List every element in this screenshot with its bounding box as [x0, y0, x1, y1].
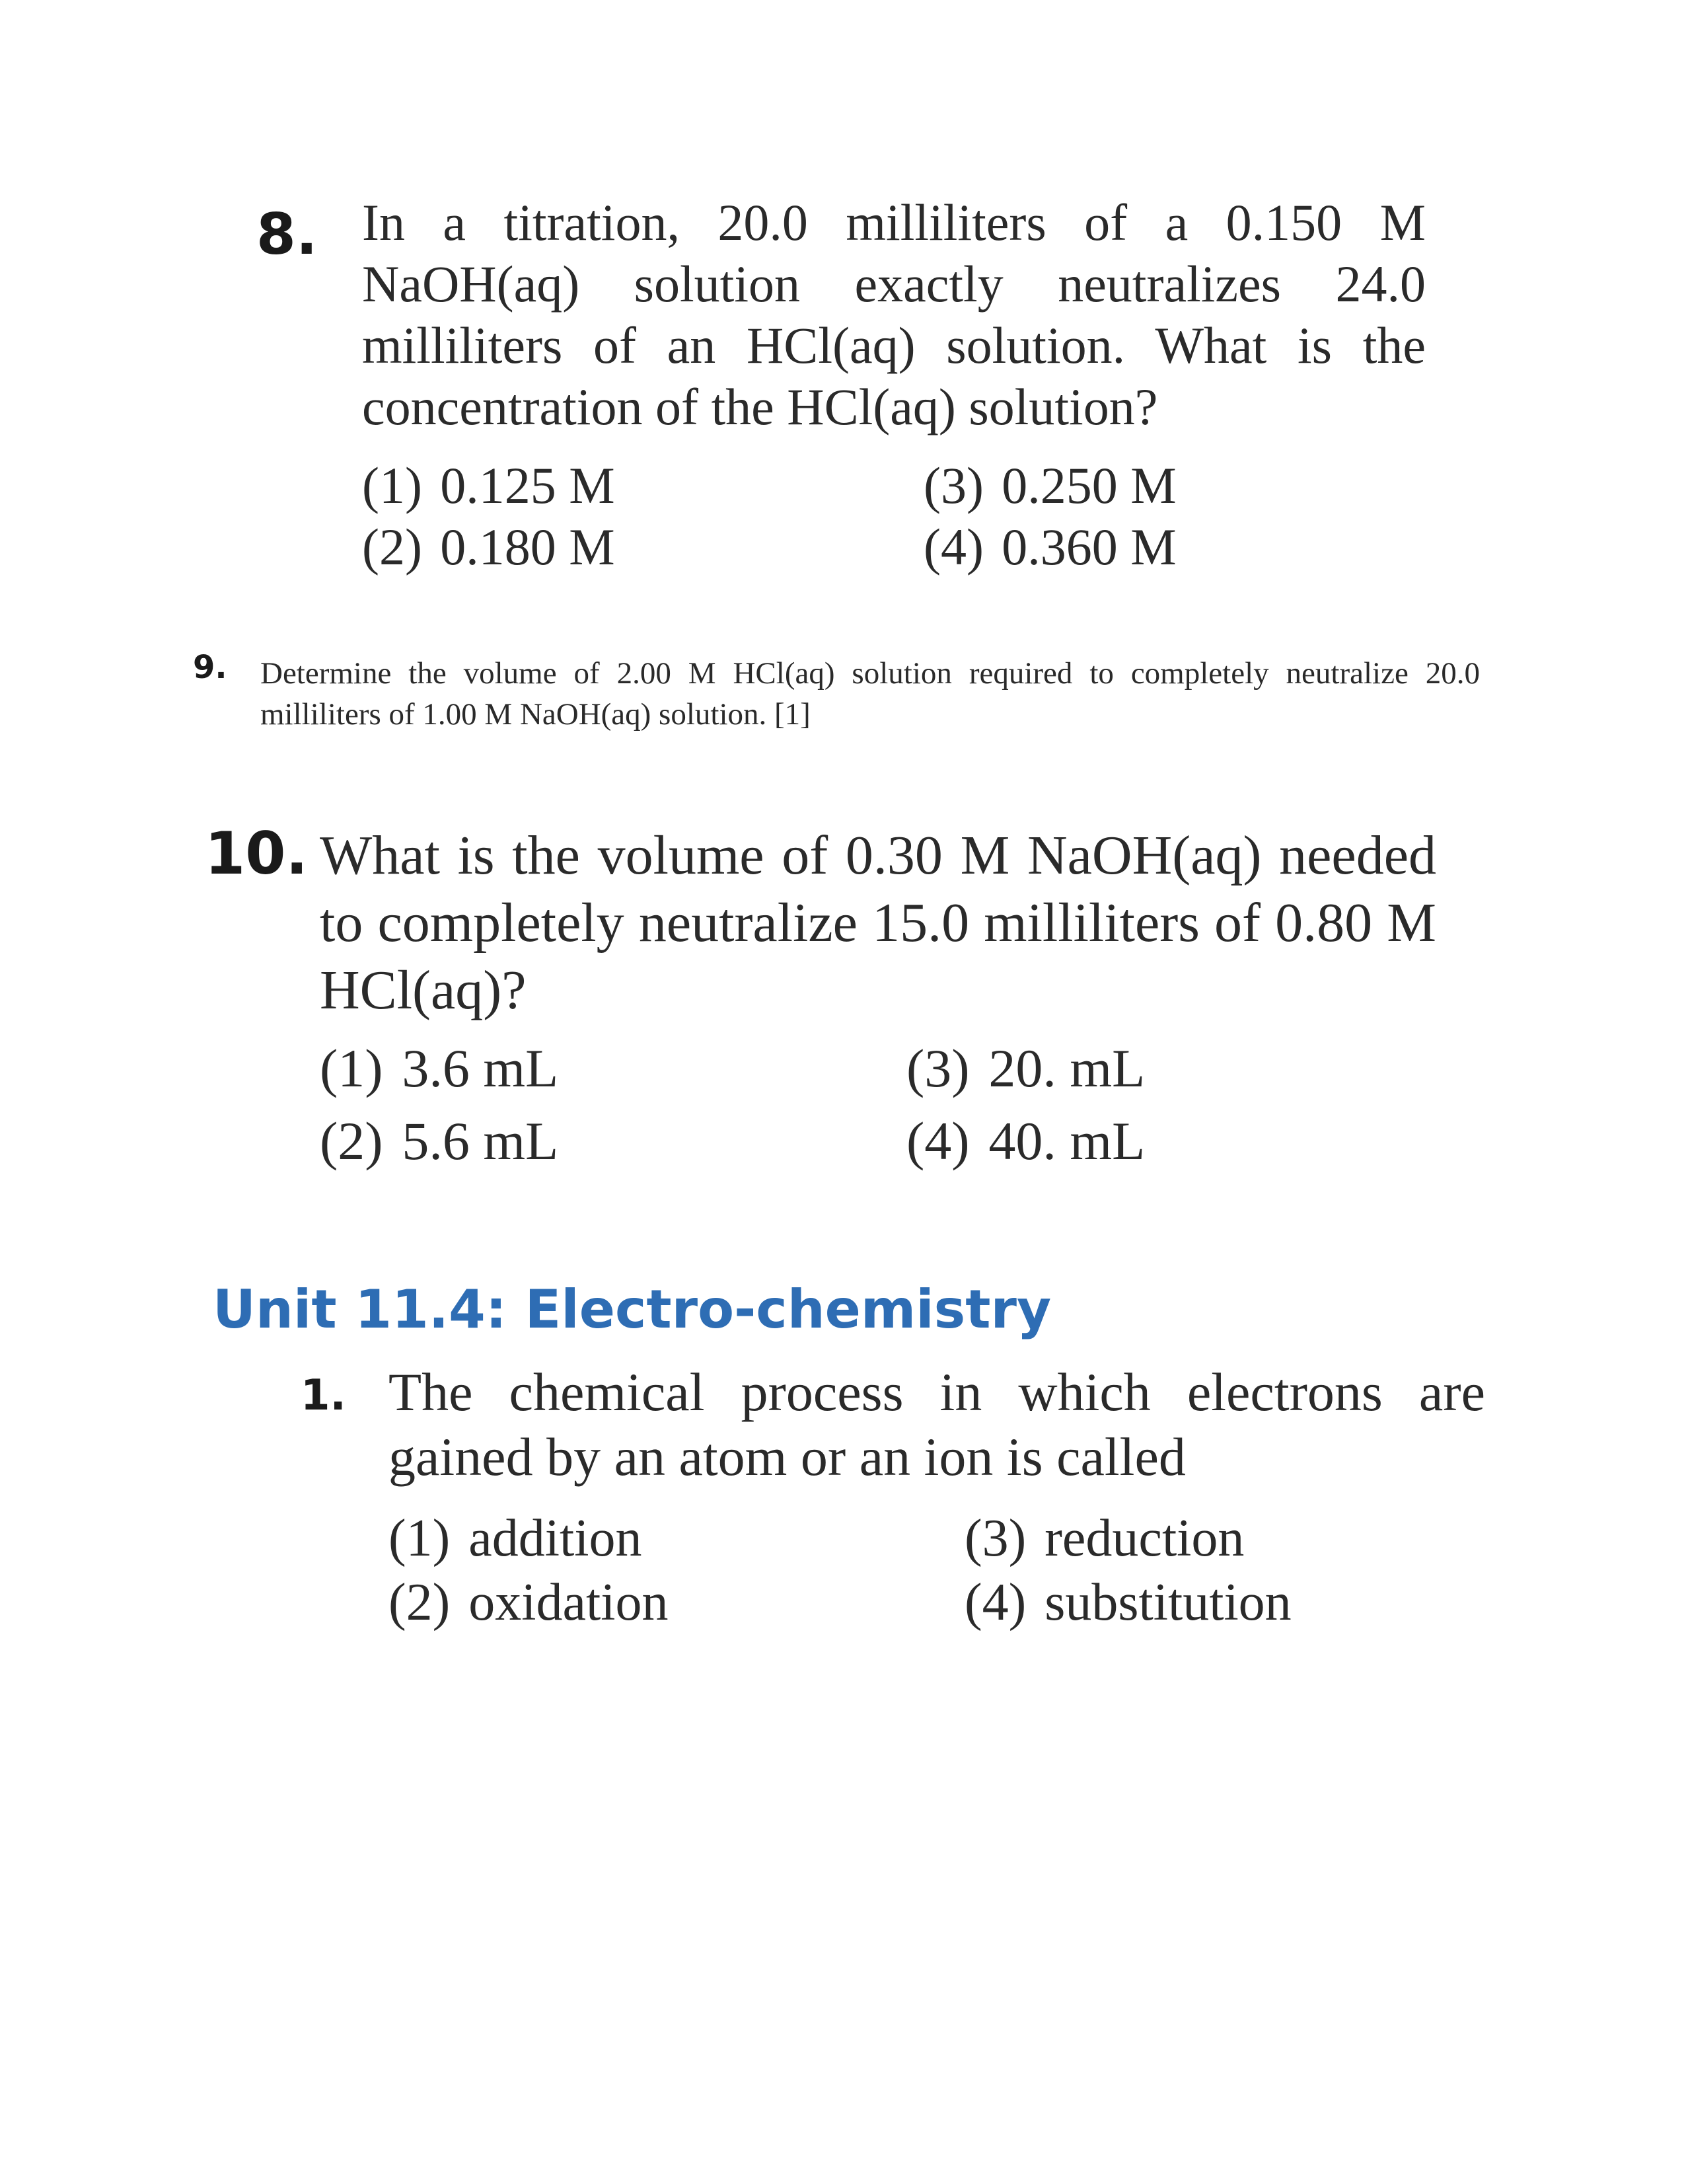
option-label: (3) [924, 457, 984, 514]
question-8-option-1 [362, 456, 615, 515]
option-label: (1) [362, 457, 422, 514]
question-9-text: Determine the volume of 2.00 M HCl(aq) solution required to completely neutralize 20.0 milliliters of 1.00 M NaOH(aq) solution. [1] [260, 656, 1480, 732]
question-9-number: 9. [193, 649, 227, 686]
question-10-option-1 [320, 1037, 558, 1100]
option-label: (4) [965, 1573, 1027, 1632]
unit-question-1-text: The chemical process in which electrons are gained by an atom or an ion is called [388, 1362, 1485, 1487]
question-10-number: 10. [205, 819, 308, 887]
option-label: (1) [320, 1038, 383, 1098]
option-label: (4) [906, 1111, 970, 1171]
question-10-option-4 [906, 1110, 1145, 1172]
question-8-option-3 [924, 456, 1177, 515]
option-text: 5.6 mL [402, 1111, 559, 1171]
unit-question-1-option-1 [388, 1509, 641, 1569]
question-8-option-4 [924, 517, 1177, 577]
option-label: (4) [924, 518, 984, 576]
option-text: oxidation [468, 1573, 669, 1632]
option-text: addition [468, 1509, 642, 1567]
option-label: (2) [320, 1111, 383, 1171]
unit-question-1-option-4 [965, 1573, 1292, 1633]
unit-question-1-option-2 [388, 1573, 668, 1633]
option-label: (2) [362, 518, 422, 576]
option-label: (1) [388, 1509, 451, 1567]
option-label: (3) [906, 1038, 970, 1098]
question-10-option-2 [320, 1110, 558, 1172]
question-8-number: 8. [256, 202, 318, 268]
question-8-text: In a titration, 20.0 milliliters of a 0.150 M NaOH(aq) solution exactly neutralizes 24.0 milliliters of an HCl(aq) solution. What is the concentration of the HCl(aq) solution? [362, 194, 1426, 435]
option-text: substitution [1045, 1573, 1292, 1632]
option-text: 0.125 M [440, 457, 615, 514]
unit-heading: Unit 11.4: Electro-chemistry [213, 1279, 1052, 1340]
question-10-option-3 [906, 1037, 1145, 1100]
question-8-option-2 [362, 517, 615, 577]
unit-question-1-option-3 [965, 1509, 1244, 1569]
option-text: 0.180 M [440, 518, 615, 576]
option-text: 40. mL [988, 1111, 1146, 1171]
option-label: (2) [388, 1573, 451, 1632]
option-text: reduction [1045, 1509, 1245, 1567]
option-text: 0.250 M [1002, 457, 1177, 514]
option-text: 3.6 mL [402, 1038, 559, 1098]
unit-question-1-number: 1. [301, 1371, 346, 1420]
question-10-text: What is the volume of 0.30 M NaOH(aq) needed to completely neutralize 15.0 milliliters of 0.80 M HCl(aq)? [320, 825, 1436, 1021]
option-text: 20. mL [988, 1038, 1146, 1098]
option-text: 0.360 M [1002, 518, 1177, 576]
option-label: (3) [965, 1509, 1027, 1567]
